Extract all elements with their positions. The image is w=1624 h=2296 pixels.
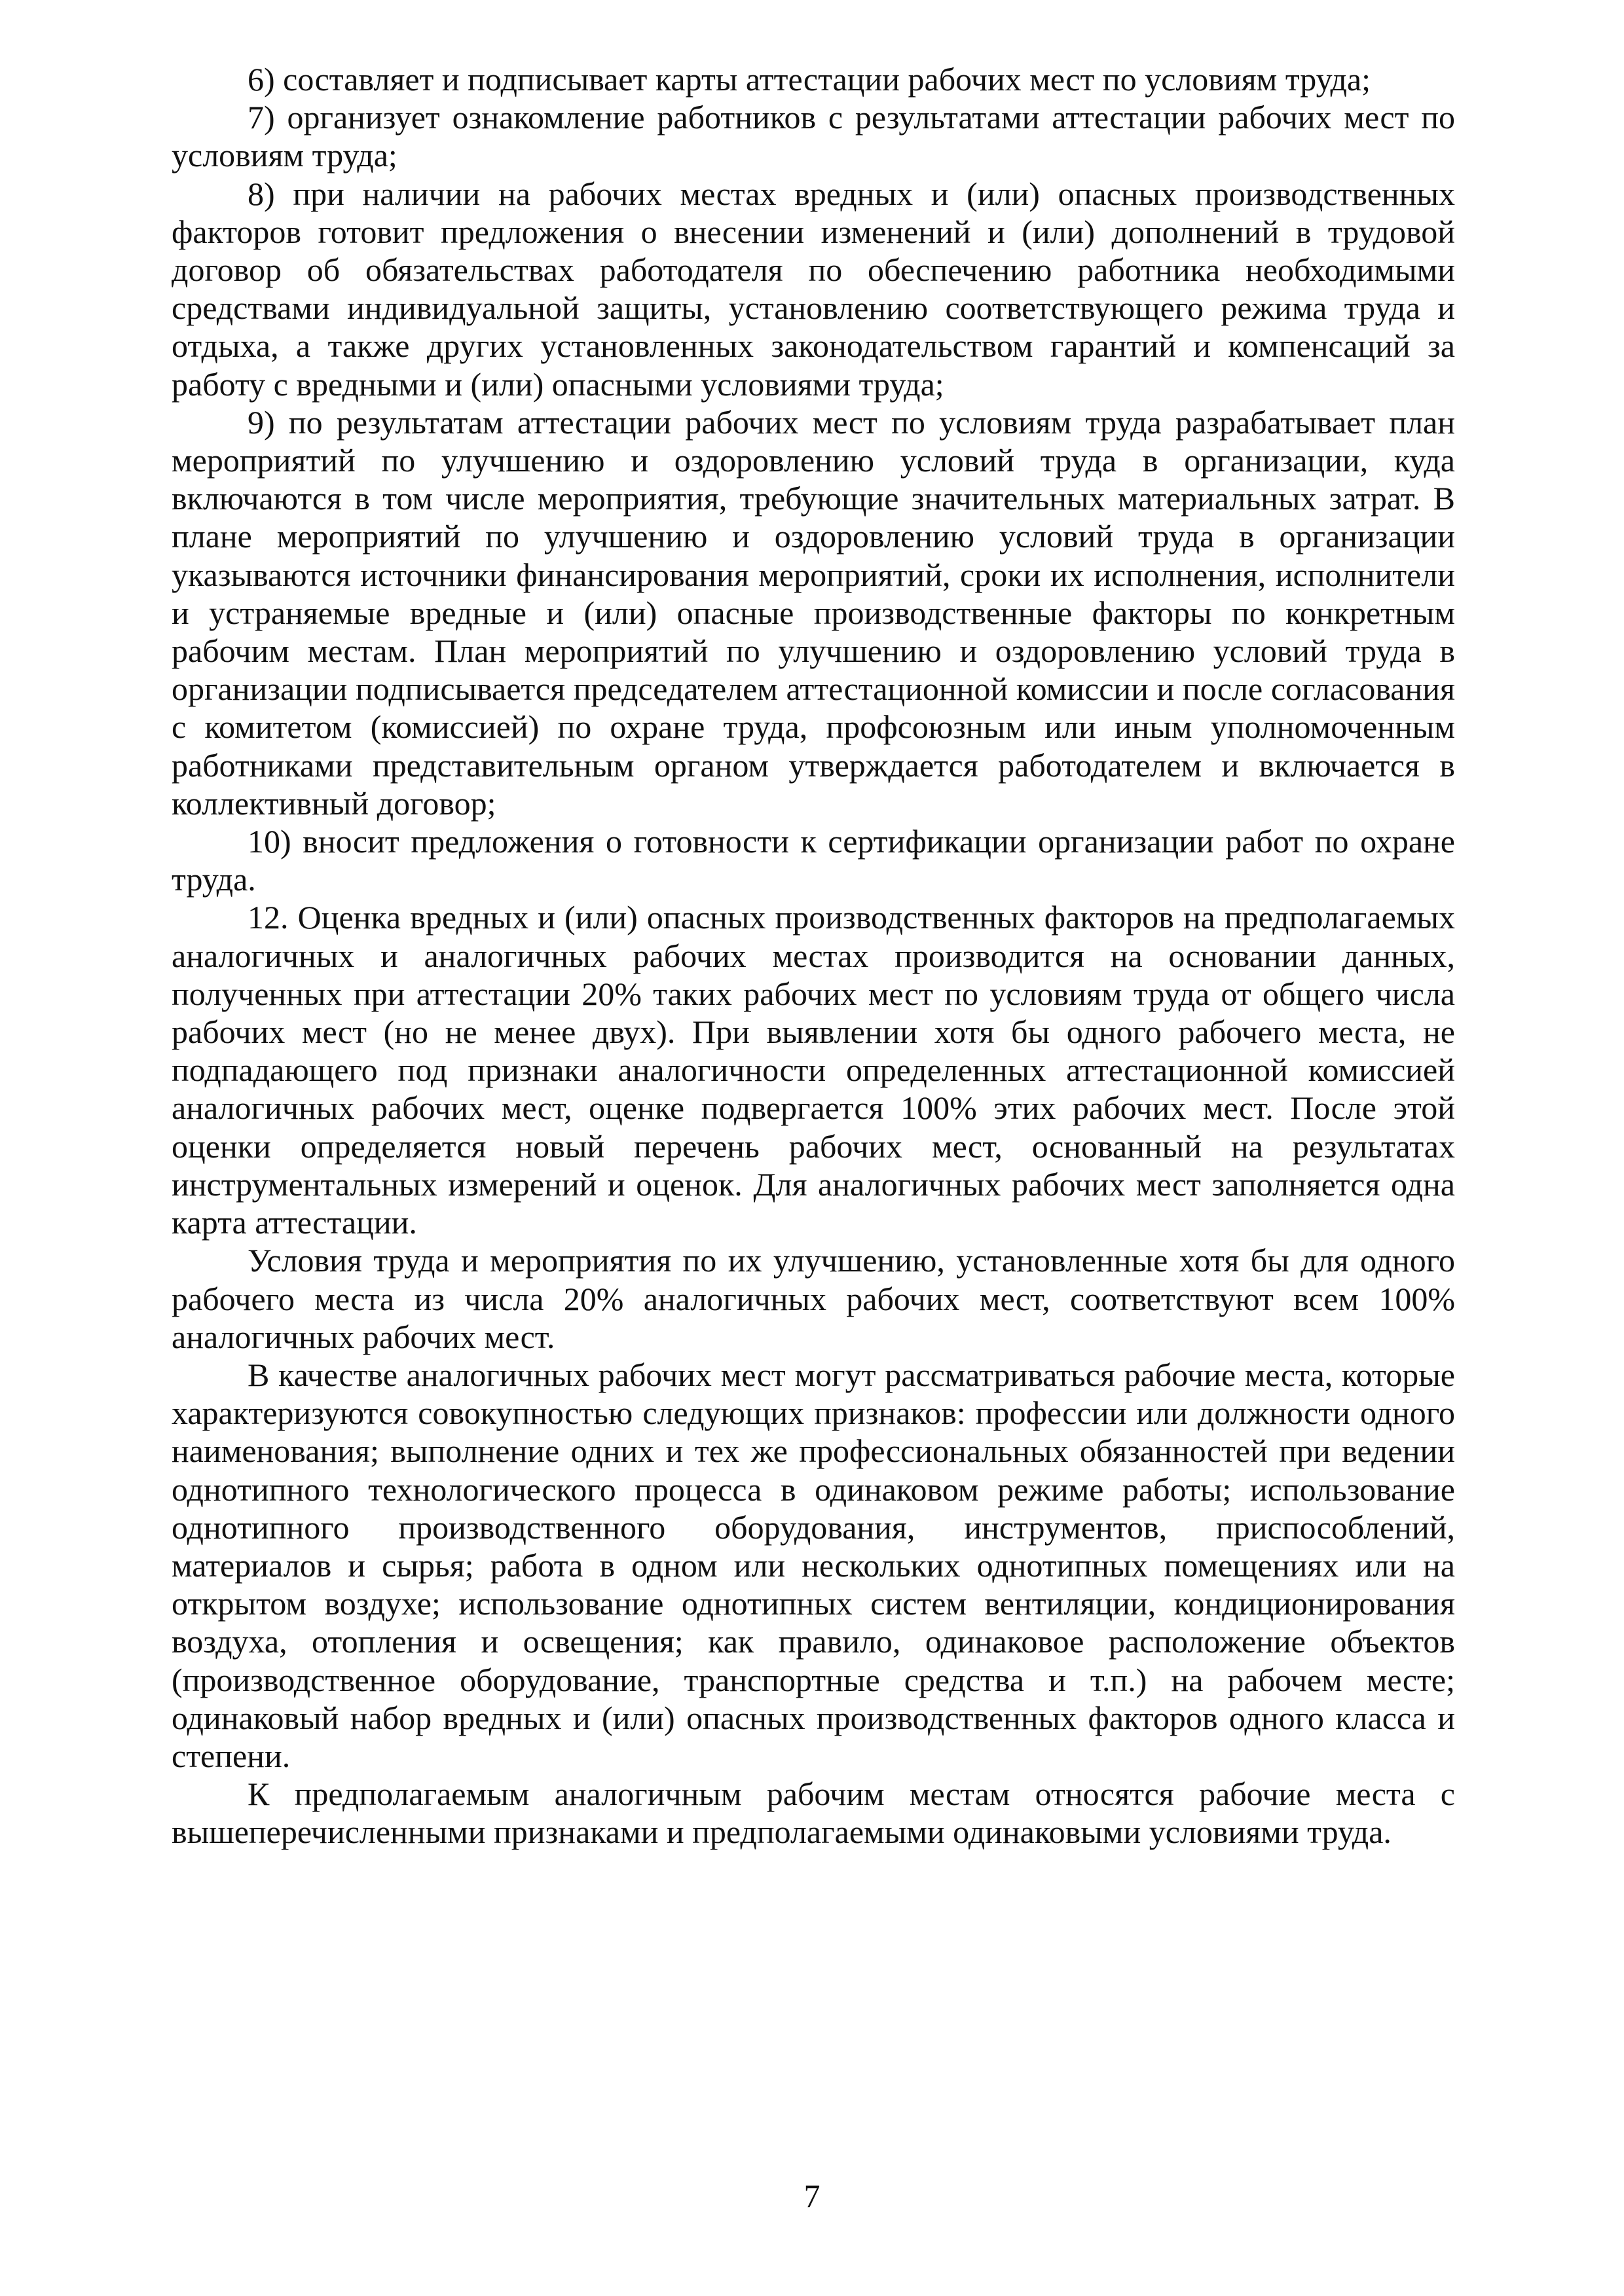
paragraph-presumed-analogous: К предполагаемым аналогичным рабочим местам относятся рабочие места с вышеперечисленными признаками и предполагаемыми одинаковыми условиями труда. — [172, 1776, 1455, 1851]
paragraph-clause-12: 12. Оценка вредных и (или) опасных производственных факторов на предполагаемых аналогичных и аналогичных рабочих местах производится на основании данных, полученных при аттестации 20% таких рабочих мест по условиям труда от общего числа рабочих мест (но не менее двух). При выявлении хотя бы одного рабочего места, не подпадающего под признаки аналогичности определенных аттестационной комиссией аналогичных рабочих мест, оценке подвергается 100% этих рабочих мест. После этой оценки определяется новый перечень рабочих мест, основанный на результатах инструментальных измерений и оценок. Для аналогичных рабочих мест заполняется одна карта аттестации. — [172, 899, 1455, 1241]
paragraph-item-10: 10) вносит предложения о готовности к сертификации организации работ по охране труда. — [172, 823, 1455, 898]
page-number: 7 — [803, 2178, 821, 2214]
paragraph-item-8: 8) при наличии на рабочих местах вредных и (или) опасных производственных факторов готовит предложения о внесении изменений и (или) дополнений в трудовой договор об обязательствах работодателя по обеспечению работника необходимыми средствами индивидуальной защиты, установлению соответствующего режима труда и отдыха, а также других установленных законодательством гарантий и компенсаций за работу с вредными и (или) опасными условиями труда; — [172, 175, 1455, 403]
paragraph-item-7: 7) организует ознакомление работников с результатами аттестации рабочих мест по условиям труда; — [172, 99, 1455, 174]
paragraph-conditions: Условия труда и мероприятия по их улучшению, установленные хотя бы для одного рабочего места из числа 20% аналогичных рабочих мест, соответствуют всем 100% аналогичных рабочих мест. — [172, 1242, 1455, 1355]
paragraph-item-9: 9) по результатам аттестации рабочих мест по условиям труда разрабатывает план мероприятий по улучшению и оздоровлению условий труда в организации, куда включаются в том числе мероприятия, требующие значительных материальных затрат. В плане мероприятий по улучшению и оздоровлению условий труда в организации указываются источники финансирования мероприятий, сроки их исполнения, исполнители и устраняемые вредные и (или) опасные производственные факторы по конкретным рабочим местам. План мероприятий по улучшению и оздоровлению условий труда в организации подписывается председателем аттестационной комиссии и после согласования с комитетом (комиссией) по охране труда, профсоюзным или иным уполномоченным работниками представительным органом утверждается работодателем и включается в коллективный договор; — [172, 403, 1455, 822]
paragraph-analogous-criteria: В качестве аналогичных рабочих мест могут рассматриваться рабочие места, которые характеризуются совокупностью следующих признаков: профессии или должности одного наименования; выполнение одних и тех же профессиональных обязанностей при ведении однотипного технологического процесса в одинаковом режиме работы; использование однотипного производственного оборудования, инструментов, приспособлений, материалов и сырья; работа в одном или нескольких однотипных помещениях или на открытом воздухе; использование однотипных систем вентиляции, кондиционирования воздуха, отопления и освещения; как правило, одинаковое расположение объектов (производственное оборудование, транспортные средства и т.п.) на рабочем месте; одинаковый набор вредных и (или) опасных производственных факторов одного класса и степени. — [172, 1356, 1455, 1774]
paragraph-item-6: 6) составляет и подписывает карты аттестации рабочих мест по условиям труда; — [248, 61, 1371, 98]
page-body — [172, 60, 1455, 1851]
